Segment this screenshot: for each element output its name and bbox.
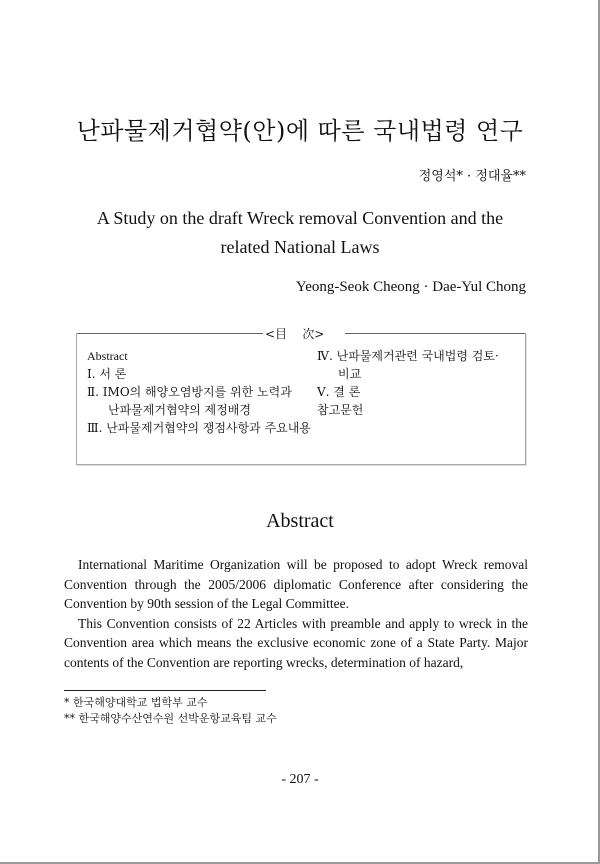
paper-title-english <box>70 204 530 262</box>
toc-item-2-cont: 난파물제거협약의 제정배경 <box>108 403 251 417</box>
title-en-line-1: A Study on the draft Wreck removal Convention and the <box>96 208 504 228</box>
toc-right-column <box>317 347 522 419</box>
toc-border-left <box>77 333 263 334</box>
toc-item-3: Ⅲ. 난파물제거협약의 쟁점사항과 주요내용 <box>87 421 311 435</box>
toc-item-2: Ⅱ. IMO의 해양오염방지를 위한 노력과 <box>87 385 292 399</box>
toc-left-column <box>87 347 317 437</box>
footnote-2: ** 한국해양수산연수원 선박운항교육팀 교수 <box>64 712 277 725</box>
footnote-1: * 한국해양대학교 법학부 교수 <box>64 696 208 709</box>
toc-item-references: 참고문헌 <box>317 403 364 417</box>
footnote-divider <box>64 690 266 691</box>
toc-header: <目 次> <box>265 327 325 341</box>
authors-korean: 정영석* · 정대율** <box>418 169 526 184</box>
abstract-paragraph: International Maritime Organization will be proposed to adopt Wreck removal Convention through the 2005/2006 diplomatic Conference after considering the Convention by 90th session of the Legal Committee. <box>64 557 528 612</box>
toc-item-abstract: Abstract <box>87 349 128 363</box>
page-number: - 207 - <box>281 772 319 787</box>
footnotes <box>64 695 277 727</box>
table-of-contents <box>76 327 526 465</box>
toc-item-4: Ⅳ. 난파물제거관련 국내법령 검토· <box>317 349 499 363</box>
paper-title-korean: 난파물제거협약(안)에 따른 국내법령 연구 <box>76 117 524 145</box>
abstract-paragraph: This Convention consists of 22 Articles with preamble and apply to wreck in the Convention area which means the exclusive economic zone of a State Party. Major contents of the Convention are reporting wrecks, determination of hazard, <box>64 615 528 670</box>
title-en-line-2: related National Laws <box>220 237 380 257</box>
abstract-heading: Abstract <box>266 510 334 532</box>
toc-item-4-cont: 비교 <box>338 367 362 381</box>
authors-english: Yeong-Seok Cheong · Dae-Yul Chong <box>295 279 526 295</box>
toc-item-1: Ⅰ. 서 론 <box>87 367 127 381</box>
abstract-body <box>64 555 528 673</box>
toc-item-5: Ⅴ. 결 론 <box>317 385 361 399</box>
toc-border-right <box>345 333 525 334</box>
